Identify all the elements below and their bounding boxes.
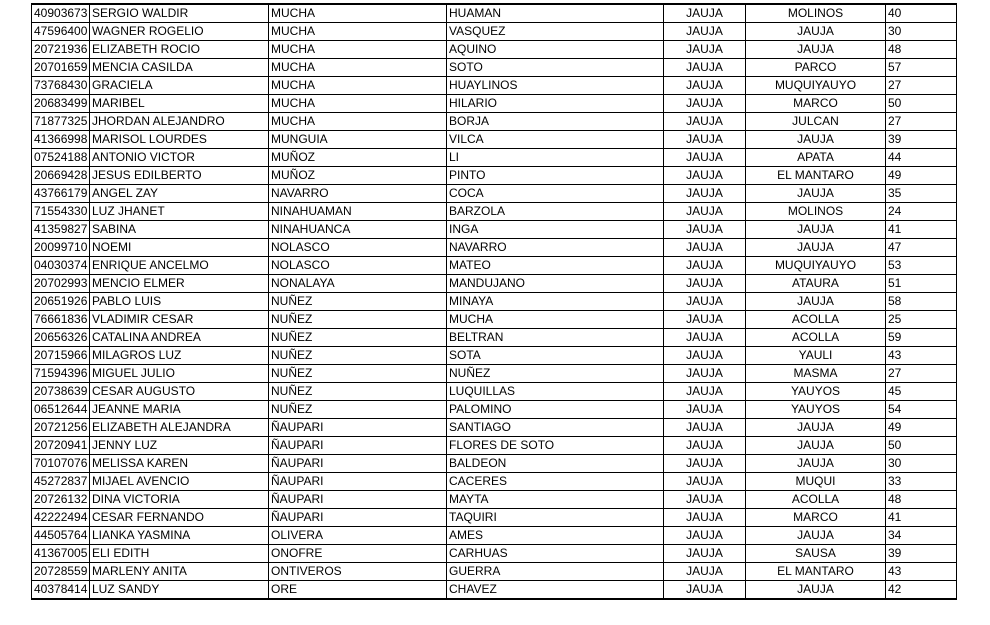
district-cell: JAUJA <box>746 221 886 239</box>
dni-cell: 20721256 <box>32 419 90 437</box>
age-cell: 27 <box>886 365 957 383</box>
province-cell: JAUJA <box>664 131 746 149</box>
table-row <box>32 131 957 149</box>
table-row <box>32 311 957 329</box>
district-cell: MOLINOS <box>746 203 886 221</box>
table-row <box>32 293 957 311</box>
table-row <box>32 23 957 41</box>
first-surname-cell: NUÑEZ <box>269 293 447 311</box>
province-cell: JAUJA <box>664 95 746 113</box>
age-cell: 39 <box>886 545 957 563</box>
district-cell: JAUJA <box>746 185 886 203</box>
given-names-cell: ELI EDITH <box>90 545 269 563</box>
second-surname-cell: PALOMINO <box>447 401 664 419</box>
district-cell: ATAURA <box>746 275 886 293</box>
second-surname-cell: SANTIAGO <box>447 419 664 437</box>
dni-cell: 76661836 <box>32 311 90 329</box>
table-row <box>32 149 957 167</box>
table-row <box>32 491 957 509</box>
age-cell: 41 <box>886 509 957 527</box>
second-surname-cell: MUCHA <box>447 311 664 329</box>
province-cell: JAUJA <box>664 23 746 41</box>
second-surname-cell: AMES <box>447 527 664 545</box>
second-surname-cell: HILARIO <box>447 95 664 113</box>
first-surname-cell: MUCHA <box>269 77 447 95</box>
first-surname-cell: ÑAUPARI <box>269 437 447 455</box>
district-cell: MARCO <box>746 509 886 527</box>
dni-cell: 47596400 <box>32 23 90 41</box>
first-surname-cell: NOLASCO <box>269 257 447 275</box>
dni-cell: 73768430 <box>32 77 90 95</box>
table-row <box>32 545 957 563</box>
dni-cell: 20683499 <box>32 95 90 113</box>
province-cell: JAUJA <box>664 113 746 131</box>
first-surname-cell: NINAHUANCA <box>269 221 447 239</box>
district-cell: JAUJA <box>746 293 886 311</box>
table-row <box>32 329 957 347</box>
given-names-cell: NOEMI <box>90 239 269 257</box>
dni-cell: 71554330 <box>32 203 90 221</box>
table-row <box>32 437 957 455</box>
given-names-cell: MELISSA KAREN <box>90 455 269 473</box>
dni-cell: 41366998 <box>32 131 90 149</box>
age-cell: 34 <box>886 527 957 545</box>
province-cell: JAUJA <box>664 167 746 185</box>
given-names-cell: JESUS EDILBERTO <box>90 167 269 185</box>
given-names-cell: LUZ JHANET <box>90 203 269 221</box>
dni-cell: 20099710 <box>32 239 90 257</box>
age-cell: 49 <box>886 419 957 437</box>
age-cell: 27 <box>886 113 957 131</box>
given-names-cell: ANGEL ZAY <box>90 185 269 203</box>
dni-cell: 41367005 <box>32 545 90 563</box>
given-names-cell: MILAGROS LUZ <box>90 347 269 365</box>
district-cell: PARCO <box>746 59 886 77</box>
first-surname-cell: ONOFRE <box>269 545 447 563</box>
second-surname-cell: VILCA <box>447 131 664 149</box>
second-surname-cell: VASQUEZ <box>447 23 664 41</box>
given-names-cell: ENRIQUE ANCELMO <box>90 257 269 275</box>
dni-cell: 04030374 <box>32 257 90 275</box>
district-cell: YAUYOS <box>746 383 886 401</box>
age-cell: 33 <box>886 473 957 491</box>
given-names-cell: MARLENY ANITA <box>90 563 269 581</box>
table-row <box>32 77 957 95</box>
second-surname-cell: NUÑEZ <box>447 365 664 383</box>
given-names-cell: PABLO LUIS <box>90 293 269 311</box>
second-surname-cell: MATEO <box>447 257 664 275</box>
given-names-cell: ANTONIO VICTOR <box>90 149 269 167</box>
age-cell: 45 <box>886 383 957 401</box>
dni-cell: 40378414 <box>32 581 90 600</box>
second-surname-cell: SOTA <box>447 347 664 365</box>
province-cell: JAUJA <box>664 203 746 221</box>
district-cell: EL MANTARO <box>746 167 886 185</box>
given-names-cell: CESAR FERNANDO <box>90 509 269 527</box>
table-row <box>32 275 957 293</box>
second-surname-cell: MAYTA <box>447 491 664 509</box>
dni-cell: 41359827 <box>32 221 90 239</box>
first-surname-cell: NINAHUAMAN <box>269 203 447 221</box>
age-cell: 43 <box>886 563 957 581</box>
dni-cell: 71594396 <box>32 365 90 383</box>
age-cell: 50 <box>886 437 957 455</box>
given-names-cell: MENCIO ELMER <box>90 275 269 293</box>
age-cell: 27 <box>886 77 957 95</box>
age-cell: 40 <box>886 4 957 23</box>
age-cell: 24 <box>886 203 957 221</box>
table-row <box>32 203 957 221</box>
province-cell: JAUJA <box>664 275 746 293</box>
dni-cell: 40903673 <box>32 4 90 23</box>
second-surname-cell: NAVARRO <box>447 239 664 257</box>
district-cell: EL MANTARO <box>746 563 886 581</box>
province-cell: JAUJA <box>664 185 746 203</box>
first-surname-cell: NOLASCO <box>269 239 447 257</box>
table-row <box>32 401 957 419</box>
given-names-cell: CATALINA ANDREA <box>90 329 269 347</box>
district-cell: MOLINOS <box>746 4 886 23</box>
table-row <box>32 455 957 473</box>
table-row <box>32 95 957 113</box>
given-names-cell: LIANKA YASMINA <box>90 527 269 545</box>
first-surname-cell: NONALAYA <box>269 275 447 293</box>
table-row <box>32 113 957 131</box>
second-surname-cell: CHAVEZ <box>447 581 664 600</box>
second-surname-cell: MANDUJANO <box>447 275 664 293</box>
district-cell: JULCAN <box>746 113 886 131</box>
data-sheet <box>31 3 956 600</box>
province-cell: JAUJA <box>664 527 746 545</box>
province-cell: JAUJA <box>664 4 746 23</box>
dni-cell: 20720941 <box>32 437 90 455</box>
first-surname-cell: MUCHA <box>269 4 447 23</box>
second-surname-cell: MINAYA <box>447 293 664 311</box>
province-cell: JAUJA <box>664 437 746 455</box>
first-surname-cell: ÑAUPARI <box>269 455 447 473</box>
province-cell: JAUJA <box>664 491 746 509</box>
table-row <box>32 257 957 275</box>
first-surname-cell: OLIVERA <box>269 527 447 545</box>
age-cell: 43 <box>886 347 957 365</box>
table-row <box>32 221 957 239</box>
age-cell: 53 <box>886 257 957 275</box>
district-cell: MUQUI <box>746 473 886 491</box>
given-names-cell: JEANNE MARIA <box>90 401 269 419</box>
province-cell: JAUJA <box>664 473 746 491</box>
given-names-cell: CESAR AUGUSTO <box>90 383 269 401</box>
province-cell: JAUJA <box>664 419 746 437</box>
province-cell: JAUJA <box>664 401 746 419</box>
district-cell: APATA <box>746 149 886 167</box>
table-row <box>32 59 957 77</box>
age-cell: 47 <box>886 239 957 257</box>
second-surname-cell: CARHUAS <box>447 545 664 563</box>
table-row <box>32 581 957 600</box>
province-cell: JAUJA <box>664 509 746 527</box>
first-surname-cell: NUÑEZ <box>269 401 447 419</box>
dni-cell: 20728559 <box>32 563 90 581</box>
dni-cell: 20738639 <box>32 383 90 401</box>
table-row <box>32 509 957 527</box>
first-surname-cell: NUÑEZ <box>269 311 447 329</box>
second-surname-cell: AQUINO <box>447 41 664 59</box>
district-cell: JAUJA <box>746 581 886 600</box>
first-surname-cell: MUCHA <box>269 113 447 131</box>
second-surname-cell: TAQUIRI <box>447 509 664 527</box>
second-surname-cell: INGA <box>447 221 664 239</box>
district-cell: MARCO <box>746 95 886 113</box>
district-cell: ACOLLA <box>746 329 886 347</box>
age-cell: 30 <box>886 23 957 41</box>
given-names-cell: LUZ SANDY <box>90 581 269 600</box>
first-surname-cell: NUÑEZ <box>269 329 447 347</box>
first-surname-cell: MUCHA <box>269 41 447 59</box>
province-cell: JAUJA <box>664 383 746 401</box>
age-cell: 39 <box>886 131 957 149</box>
dni-cell: 42222494 <box>32 509 90 527</box>
district-cell: JAUJA <box>746 41 886 59</box>
dni-cell: 20726132 <box>32 491 90 509</box>
given-names-cell: DINA VICTORIA <box>90 491 269 509</box>
dni-cell: 43766179 <box>32 185 90 203</box>
dni-cell: 44505764 <box>32 527 90 545</box>
dni-cell: 07524188 <box>32 149 90 167</box>
table-row <box>32 185 957 203</box>
table-row <box>32 527 957 545</box>
province-cell: JAUJA <box>664 149 746 167</box>
dni-cell: 20702993 <box>32 275 90 293</box>
district-cell: MUQUIYAUYO <box>746 257 886 275</box>
second-surname-cell: PINTO <box>447 167 664 185</box>
second-surname-cell: HUAMAN <box>447 4 664 23</box>
first-surname-cell: NAVARRO <box>269 185 447 203</box>
district-cell: JAUJA <box>746 527 886 545</box>
first-surname-cell: ONTIVEROS <box>269 563 447 581</box>
first-surname-cell: ÑAUPARI <box>269 491 447 509</box>
dni-cell: 70107076 <box>32 455 90 473</box>
first-surname-cell: MUCHA <box>269 59 447 77</box>
age-cell: 25 <box>886 311 957 329</box>
age-cell: 59 <box>886 329 957 347</box>
given-names-cell: GRACIELA <box>90 77 269 95</box>
dni-cell: 20669428 <box>32 167 90 185</box>
province-cell: JAUJA <box>664 311 746 329</box>
dni-cell: 45272837 <box>32 473 90 491</box>
given-names-cell: JENNY LUZ <box>90 437 269 455</box>
age-cell: 51 <box>886 275 957 293</box>
second-surname-cell: LI <box>447 149 664 167</box>
district-cell: JAUJA <box>746 131 886 149</box>
age-cell: 44 <box>886 149 957 167</box>
second-surname-cell: BARZOLA <box>447 203 664 221</box>
given-names-cell: WAGNER ROGELIO <box>90 23 269 41</box>
second-surname-cell: BELTRAN <box>447 329 664 347</box>
district-cell: JAUJA <box>746 239 886 257</box>
province-cell: JAUJA <box>664 293 746 311</box>
table-row <box>32 4 957 23</box>
given-names-cell: SABINA <box>90 221 269 239</box>
given-names-cell: MARISOL LOURDES <box>90 131 269 149</box>
first-surname-cell: NUÑEZ <box>269 365 447 383</box>
first-surname-cell: NUÑEZ <box>269 347 447 365</box>
first-surname-cell: MUÑOZ <box>269 167 447 185</box>
table-row <box>32 347 957 365</box>
age-cell: 50 <box>886 95 957 113</box>
second-surname-cell: GUERRA <box>447 563 664 581</box>
table-body <box>32 4 957 599</box>
province-cell: JAUJA <box>664 365 746 383</box>
age-cell: 48 <box>886 491 957 509</box>
given-names-cell: JHORDAN ALEJANDRO <box>90 113 269 131</box>
district-cell: MUQUIYAUYO <box>746 77 886 95</box>
district-cell: JAUJA <box>746 419 886 437</box>
first-surname-cell: MUÑOZ <box>269 149 447 167</box>
age-cell: 30 <box>886 455 957 473</box>
table-row <box>32 419 957 437</box>
province-cell: JAUJA <box>664 77 746 95</box>
province-cell: JAUJA <box>664 581 746 600</box>
second-surname-cell: CACERES <box>447 473 664 491</box>
province-cell: JAUJA <box>664 455 746 473</box>
people-table <box>31 3 957 600</box>
table-row <box>32 41 957 59</box>
table-row <box>32 383 957 401</box>
dni-cell: 20656326 <box>32 329 90 347</box>
first-surname-cell: ORE <box>269 581 447 600</box>
given-names-cell: ELIZABETH ALEJANDRA <box>90 419 269 437</box>
given-names-cell: ELIZABETH ROCIO <box>90 41 269 59</box>
age-cell: 57 <box>886 59 957 77</box>
district-cell: YAUYOS <box>746 401 886 419</box>
province-cell: JAUJA <box>664 329 746 347</box>
first-surname-cell: MUCHA <box>269 95 447 113</box>
second-surname-cell: BORJA <box>447 113 664 131</box>
first-surname-cell: NUÑEZ <box>269 383 447 401</box>
province-cell: JAUJA <box>664 545 746 563</box>
age-cell: 58 <box>886 293 957 311</box>
table-row <box>32 365 957 383</box>
first-surname-cell: ÑAUPARI <box>269 419 447 437</box>
district-cell: JAUJA <box>746 23 886 41</box>
dni-cell: 20701659 <box>32 59 90 77</box>
province-cell: JAUJA <box>664 239 746 257</box>
province-cell: JAUJA <box>664 221 746 239</box>
age-cell: 48 <box>886 41 957 59</box>
second-surname-cell: HUAYLINOS <box>447 77 664 95</box>
dni-cell: 06512644 <box>32 401 90 419</box>
province-cell: JAUJA <box>664 257 746 275</box>
age-cell: 49 <box>886 167 957 185</box>
province-cell: JAUJA <box>664 563 746 581</box>
district-cell: YAULI <box>746 347 886 365</box>
given-names-cell: MARIBEL <box>90 95 269 113</box>
district-cell: ACOLLA <box>746 311 886 329</box>
dni-cell: 20651926 <box>32 293 90 311</box>
given-names-cell: MIGUEL JULIO <box>90 365 269 383</box>
district-cell: JAUJA <box>746 455 886 473</box>
table-row <box>32 239 957 257</box>
dni-cell: 20721936 <box>32 41 90 59</box>
second-surname-cell: LUQUILLAS <box>447 383 664 401</box>
age-cell: 35 <box>886 185 957 203</box>
second-surname-cell: FLORES DE SOTO <box>447 437 664 455</box>
first-surname-cell: ÑAUPARI <box>269 509 447 527</box>
dni-cell: 20715966 <box>32 347 90 365</box>
given-names-cell: SERGIO WALDIR <box>90 4 269 23</box>
given-names-cell: VLADIMIR CESAR <box>90 311 269 329</box>
second-surname-cell: COCA <box>447 185 664 203</box>
dni-cell: 71877325 <box>32 113 90 131</box>
given-names-cell: MENCIA CASILDA <box>90 59 269 77</box>
district-cell: JAUJA <box>746 437 886 455</box>
table-row <box>32 167 957 185</box>
first-surname-cell: ÑAUPARI <box>269 473 447 491</box>
first-surname-cell: MUNGUIA <box>269 131 447 149</box>
given-names-cell: MIJAEL AVENCIO <box>90 473 269 491</box>
age-cell: 54 <box>886 401 957 419</box>
province-cell: JAUJA <box>664 59 746 77</box>
second-surname-cell: BALDEON <box>447 455 664 473</box>
second-surname-cell: SOTO <box>447 59 664 77</box>
district-cell: SAUSA <box>746 545 886 563</box>
table-row <box>32 473 957 491</box>
first-surname-cell: MUCHA <box>269 23 447 41</box>
district-cell: MASMA <box>746 365 886 383</box>
age-cell: 41 <box>886 221 957 239</box>
table-row <box>32 563 957 581</box>
province-cell: JAUJA <box>664 41 746 59</box>
district-cell: ACOLLA <box>746 491 886 509</box>
province-cell: JAUJA <box>664 347 746 365</box>
age-cell: 42 <box>886 581 957 600</box>
